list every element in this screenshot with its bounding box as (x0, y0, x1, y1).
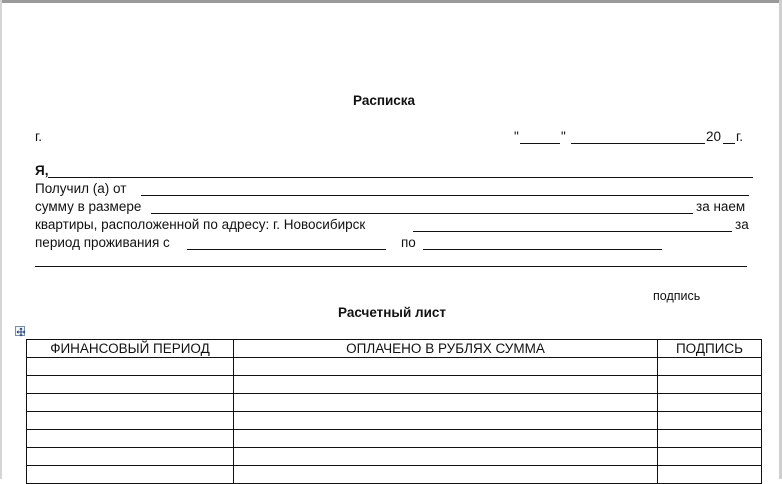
signature-blank (35, 266, 747, 267)
name-blank (48, 177, 753, 178)
statement-table (26, 339, 762, 484)
date-open-quote: " (514, 129, 519, 144)
signature-cell[interactable] (658, 358, 762, 376)
period-cell[interactable] (27, 394, 234, 412)
table-body (27, 358, 762, 484)
month-blank (571, 143, 705, 144)
signature-label: подпись (653, 289, 701, 303)
amount-cell[interactable] (234, 412, 658, 430)
period-cell[interactable] (27, 412, 234, 430)
table-row (27, 448, 762, 466)
amount-cell[interactable] (234, 448, 658, 466)
table-row (27, 376, 762, 394)
column-header-amount: ОПЛАЧЕНО В РУБЛЯХ СУММА (234, 340, 658, 358)
city-prefix: г. (35, 129, 43, 144)
page-top-border (0, 0, 782, 3)
signature-cell[interactable] (658, 448, 762, 466)
period-label: период проживания с (35, 235, 170, 250)
amount-cell[interactable] (234, 430, 658, 448)
period-cell[interactable] (27, 376, 234, 394)
amount-label: сумму в размере (35, 199, 142, 214)
period-cell[interactable] (27, 448, 234, 466)
for-rent-label: за наем (696, 199, 746, 214)
amount-cell[interactable] (234, 376, 658, 394)
year-suffix: г. (736, 129, 744, 144)
date-close-quote: " (561, 129, 566, 144)
amount-blank (151, 213, 693, 214)
address-blank (413, 231, 732, 232)
day-blank (520, 143, 560, 144)
receipt-title: Расписка (353, 93, 416, 108)
period-start-blank (187, 249, 386, 250)
table-row (27, 430, 762, 448)
signature-cell[interactable] (658, 376, 762, 394)
amount-cell[interactable] (234, 394, 658, 412)
column-header-signature: ПОДПИСЬ (658, 340, 762, 358)
period-cell[interactable] (27, 466, 234, 484)
year-blank (723, 143, 735, 144)
signature-cell[interactable] (658, 430, 762, 448)
apartment-label: квартиры, расположенной по адресу: г. Новосибирск (35, 217, 366, 232)
payer-blank (141, 195, 749, 196)
period-cell[interactable] (27, 430, 234, 448)
amount-cell[interactable] (234, 358, 658, 376)
table-row (27, 358, 762, 376)
table-header-row (27, 340, 762, 358)
received-from-label: Получил (а) от (35, 181, 127, 196)
table-row (27, 394, 762, 412)
i-label: Я, (35, 163, 49, 178)
year-prefix: 20 (706, 129, 722, 144)
signature-cell[interactable] (658, 394, 762, 412)
statement-title: Расчетный лист (338, 305, 446, 320)
signature-cell[interactable] (658, 412, 762, 430)
signature-cell[interactable] (658, 466, 762, 484)
period-cell[interactable] (27, 358, 234, 376)
for-label: за (735, 217, 749, 232)
column-header-period: ФИНАНСОВЫЙ ПЕРИОД (27, 340, 234, 358)
table-move-handle-icon[interactable] (15, 326, 25, 336)
table-row (27, 412, 762, 430)
amount-cell[interactable] (234, 466, 658, 484)
table-row (27, 466, 762, 484)
page-left-border (0, 0, 2, 479)
to-label: по (401, 235, 416, 250)
period-end-blank (423, 249, 662, 250)
